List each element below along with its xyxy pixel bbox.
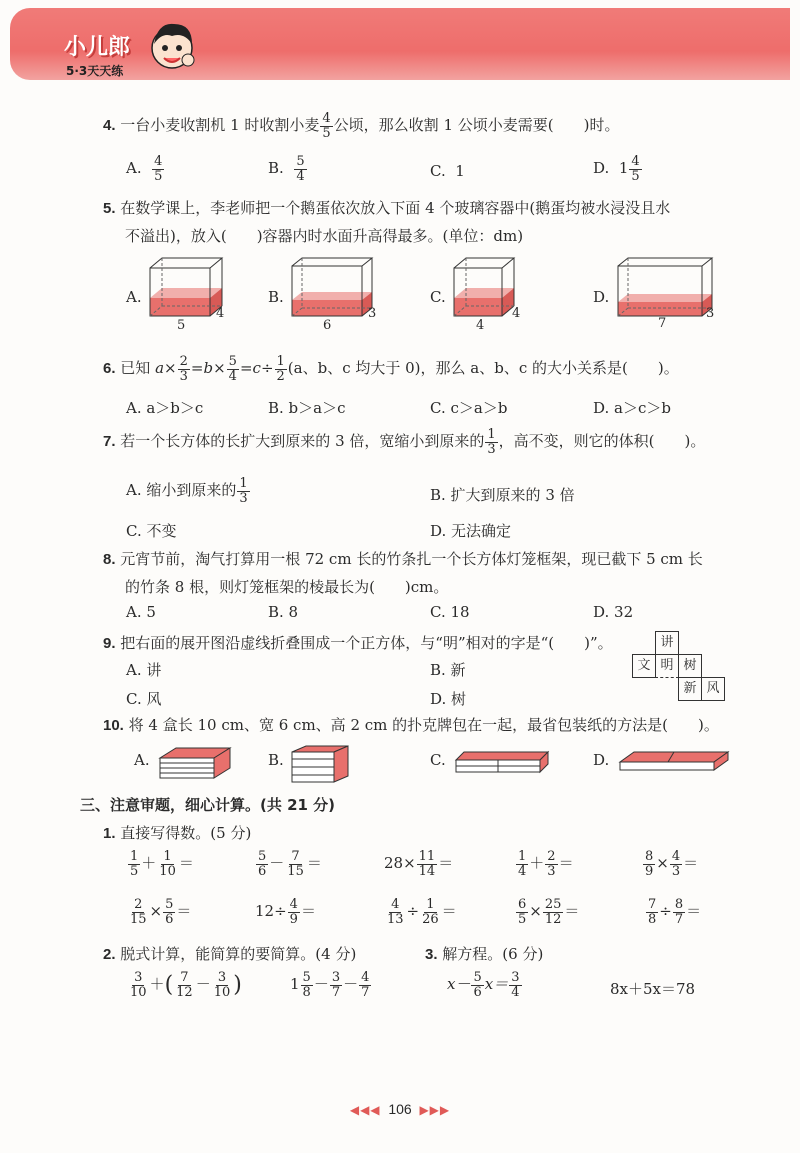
question-number: 10. [103, 717, 124, 734]
calc-2-title: 2. 脱式计算，能简算的要简算。(4 分) [103, 945, 357, 963]
calc-item: $\frac{5}{6}$ － $\frac{7}{15}$ ＝ [258, 849, 322, 879]
dim-depth: 3 [368, 306, 377, 321]
expression-2: 1 $\frac{5}{8}$ － $\frac{3}{7}$ － $\frac{4}{7}$ [290, 970, 370, 1000]
option-d[interactable]: D. 1 $\frac{4}{5}$ [593, 154, 640, 184]
dim-width: 5 [177, 318, 186, 333]
dim-width: 6 [323, 318, 332, 333]
question-8-line2: 的竹条 8 根，则灯笼框架的棱最长为( )cm。 [125, 578, 449, 596]
calc-item: 12÷ $\frac{4}{9}$ ＝ [255, 897, 316, 927]
option-a[interactable]: A. [126, 288, 142, 306]
option-c[interactable]: C. [430, 751, 446, 769]
net-cell: 讲 [655, 631, 679, 655]
option-d[interactable]: D. a＞c＞b [593, 399, 671, 417]
question-10: 10. 将 4 盒长 10 cm、宽 6 cm、高 2 cm 的扑克牌包在一起，最省包装纸的方法是( )。 [103, 716, 719, 734]
calc-3-title: 3. 解方程。(6 分) [425, 945, 544, 963]
package-a-diagram [158, 744, 234, 780]
option-a[interactable]: A. [134, 751, 150, 769]
net-cell: 风 [701, 677, 725, 701]
option-c[interactable]: C. c＞a＞b [430, 399, 508, 417]
package-c-diagram [454, 748, 550, 776]
dim-depth: 4 [512, 306, 521, 321]
option-a[interactable]: A. 讲 [126, 661, 162, 679]
question-number: 5. [103, 200, 116, 217]
page-footer [0, 1101, 800, 1117]
net-cell: 明 [655, 654, 679, 678]
option-a[interactable]: A. 缩小到原来的 $\frac{1}{3}$ [126, 476, 248, 506]
option-d[interactable]: D. [593, 751, 610, 769]
question-text: 公顷，那么收割 1 公顷小麦需要( )时。 [333, 116, 620, 135]
option-d[interactable]: D. 无法确定 [430, 522, 512, 540]
package-b-diagram [290, 744, 352, 784]
calc-item: 28× $\frac{11}{14}$ ＝ [384, 849, 454, 879]
question-9: 9. 把右面的展开图沿虚线折叠围成一个正方体，与“明”相对的字是“( )”。 [103, 634, 613, 652]
dim-width: 7 [658, 316, 667, 331]
question-number: 7. [103, 433, 116, 451]
calc-item: $\frac{1}{5}$ ＋ $\frac{1}{10}$ ＝ [130, 849, 194, 879]
calc-1-title: 1. 直接写得数。(5 分) [103, 824, 252, 842]
option-b[interactable]: B. 8 [268, 603, 299, 621]
calc-item: $\frac{6}{5}$ × $\frac{25}{12}$ ＝ [518, 897, 580, 927]
equation-2: 8x＋5x＝78 [610, 980, 696, 998]
calc-item: $\frac{7}{8}$ ÷ $\frac{8}{7}$ ＝ [648, 897, 702, 927]
calc-item: $\frac{2}{15}$ × $\frac{5}{6}$ ＝ [130, 897, 192, 927]
question-5-line2: 不溢出)，放入( )容器内时水面升高得最多。(单位：dm) [125, 227, 524, 245]
option-d[interactable]: D. 32 [593, 603, 634, 621]
option-b[interactable]: B. [268, 751, 284, 769]
calc-item: $\frac{4}{13}$ ÷ $\frac{1}{26}$ ＝ [387, 897, 457, 927]
question-5 [103, 197, 670, 218]
option-b[interactable]: B. b＞a＞c [268, 399, 346, 417]
mascot-icon [150, 14, 196, 80]
option-b[interactable]: B. 新 [430, 661, 466, 679]
option-b[interactable]: B. [268, 288, 284, 306]
option-b[interactable]: B. $\frac{5}{4}$ [268, 154, 305, 184]
option-a[interactable]: A. 5 [126, 603, 156, 621]
question-number: 9. [103, 635, 116, 652]
prev-arrows-icon: ◀◀◀ [349, 1103, 381, 1117]
question-number: 8. [103, 551, 116, 568]
option-d[interactable]: D. [593, 288, 610, 306]
question-text: 一台小麦收割机 1 时收割小麦 [120, 116, 320, 135]
container-b-diagram [290, 256, 376, 328]
net-cell: 文 [632, 654, 656, 678]
equation-1: x－ $\frac{5}{6}$ x＝ $\frac{3}{4}$ [447, 970, 520, 1000]
calc-item: $\frac{1}{4}$ ＋ $\frac{2}{3}$ ＝ [518, 849, 574, 879]
next-arrows-icon: ▶▶▶ [419, 1103, 451, 1117]
expression-1: $\frac{3}{10}$ ＋( $\frac{7}{12}$ － $\frac{3}{10}$ ) [130, 970, 242, 1000]
package-d-diagram [618, 748, 730, 774]
option-c[interactable]: C. 18 [430, 603, 470, 621]
fraction: $\frac{4}{5}$ [322, 111, 331, 141]
question-text: 在数学课上，李老师把一个鹅蛋依次放入下面 4 个玻璃容器中(鹅蛋均被水浸没且水 [120, 199, 671, 217]
calc-item: $\frac{8}{9}$ × $\frac{4}{3}$ ＝ [645, 849, 699, 879]
option-a[interactable]: A. $\frac{4}{5}$ [126, 154, 163, 184]
logo-main: 小儿郎 [64, 35, 131, 60]
dim-depth: 4 [216, 306, 225, 321]
question-8: 8. 元宵节前，淘气打算用一根 72 cm 长的竹条扎一个长方体灯笼框架，现已截下 5 cm 长 [103, 550, 703, 568]
option-c[interactable]: C. 1 [430, 162, 465, 180]
dim-depth: 3 [706, 306, 715, 321]
logo-sub: 5·3天天练 [66, 64, 124, 78]
question-number: 6. [103, 360, 116, 378]
net-cell: 新 [678, 677, 702, 701]
net-cell: 树 [678, 654, 702, 678]
dim-width: 4 [476, 318, 485, 333]
option-a[interactable]: A. a＞b＞c [126, 399, 204, 417]
section-title: 三、注意审题，细心计算。(共 21 分) [80, 796, 336, 814]
option-c[interactable]: C. 不变 [126, 522, 177, 540]
option-b[interactable]: B. 扩大到原来的 3 倍 [430, 486, 575, 504]
page-number: 106 [388, 1101, 412, 1117]
question-number: 4. [103, 117, 116, 135]
option-c[interactable]: C. 风 [126, 690, 162, 708]
question-7: 7. 若一个长方体的长扩大到原来的 3 倍，宽缩小到原来的 $\frac{1}{3}$ ，高不变，则它的体积( )。 [103, 427, 706, 457]
option-c[interactable]: C. [430, 288, 446, 306]
option-d[interactable]: D. 树 [430, 690, 467, 708]
question-4 [103, 112, 619, 140]
question-6: 6. 已知 a× $\frac{2}{3}$ =b× $\frac{5}{4}$ =c÷ $\frac{1}{2}$ (a、b、c 均大于 0)，那么 a、b、c 的大小关系是( )。 [103, 354, 679, 384]
